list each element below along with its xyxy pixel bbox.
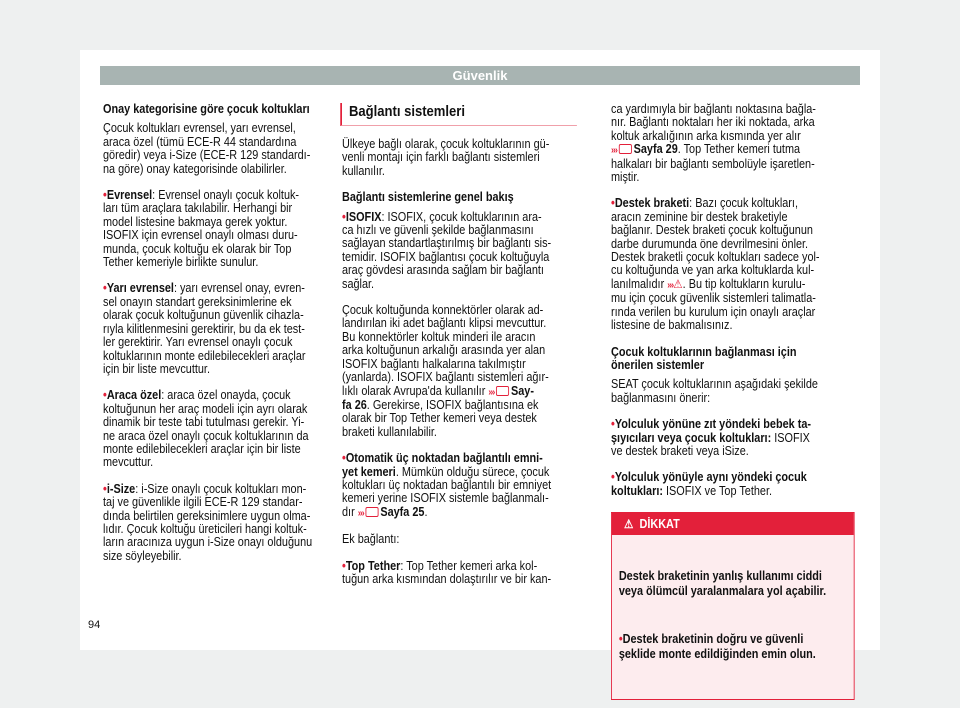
bullet-item [611, 197, 846, 332]
text: Çocuk koltuğunda konnektörler olarak ad- landırılan iki adet bağlantı klipsi mevcuttur. Bu konnektörler koltuk minderi ile aracın arka koltuğunun arkalığı arasında yer alan ISOFIX bağlantı halkalarına takılmıştır (yanlarda). ISOFIX bağlantı sistemleri ağır- lıklı olarak Avrupa'da kullanılır [342, 303, 549, 398]
text: ca yardımıyla bir bağlantı noktasına bağla- nır. Bağlantı noktaları her iki noktada, arka koltuk arkalığının arka kısmında yer alır [611, 102, 816, 143]
bullet-item [611, 418, 846, 458]
bold-text: Destek braketi [614, 196, 690, 211]
bullet-item [103, 282, 338, 376]
text: . Gerekirse, ISOFIX bağlantısına ek olarak bir Top Tether kemeri veya destek braketi kullanılabilir. [342, 397, 539, 439]
paragraph [342, 533, 577, 546]
bullet-item [342, 452, 577, 520]
page-reference-book-icon[interactable] [619, 144, 632, 154]
section-header: Güvenlik [100, 66, 860, 85]
bullet-item [342, 560, 577, 587]
bold-text: Yolculuk yönüne zıt yöndeki bebek ta- şıyıcıları veya çocuk koltukları: [611, 417, 812, 445]
bold-text: Yolculuk yönüyle aynı yöndeki çocuk koltukları: [611, 470, 807, 498]
section-title [340, 103, 577, 126]
warning-triangle-icon[interactable]: ⚠ [673, 276, 683, 291]
bold-text: Top Tether [345, 558, 401, 573]
page-number: 94 [88, 619, 101, 631]
text: Onay kategorisine göre çocuk koltukları [103, 102, 310, 116]
text: ISOFIX ve Top Tether. [662, 483, 773, 498]
text: : yarı evrensel onay, evren- sel onayın standart gereksinimlerine ek olarak çocuk koltuğunun güvenlik cihazla- rıyla kilitlenmesini gerektirir, bu da ek test- ler gerektirir. Yarı evrensel onaylı çocuk koltuklarının monte edilebilecekleri araçlar için bir liste mevcuttur. [103, 281, 306, 376]
text: Ek bağlantı: [342, 532, 400, 547]
bold-text: Say- fa 26 [342, 383, 534, 412]
bold-text: Evrensel [106, 188, 153, 203]
bullet-item [342, 211, 577, 291]
reference-arrows-icon[interactable]: ››› [488, 386, 495, 398]
text: . Bu tip koltukların kurulu- mu için çocuk güvenlik sistemleri talimatla- rında verilen bu kurulum için onaylı araçlar listesine de bakmalısınız. [611, 276, 816, 333]
text: Ülkeye bağlı olarak, çocuk koltuklarının gü- venli montajı için farklı bağlantı sistemleri kullanılır. [342, 137, 550, 178]
paragraph [611, 378, 846, 405]
bullet-item [103, 483, 338, 563]
text: Bağlantı sistemlerine genel bakış [342, 190, 514, 205]
text: : Top Tether kemeri arka kol- tuğun arka kısmından dolaştırılır ve bir kan- [342, 558, 552, 586]
text: Çocuk koltukları evrensel, yarı evrensel, araca özel (tümü ECE-R 44 standardına göredir) veya i-Size (ECE-R 129 standardı- na göre) onay kategorisinde olabilirler. [103, 121, 311, 176]
text: : ISOFIX, çocuk koltuklarının ara- ca hızlı ve güvenli şekilde bağlanmasını sağlayan standartlaştırılmış bir bağlantı sis- temidir. ISOFIX bağlantısı çocuk koltuğuyla araç gövdesi arasında sağlam bir bağlantı sağlar. [342, 209, 552, 291]
bold-text: Sayfa 29 [633, 142, 678, 157]
reference-arrows-icon[interactable]: ››› [667, 279, 674, 291]
bold-text: ISOFIX [345, 209, 382, 224]
text: : Evrensel onaylı çocuk koltuk- ları tüm araçlara takılabilir. Herhangi bir model listesine bakmaya gerek yoktur. ISOFIX için evrensel onaylı olması duru- munda, çocuk koltuğu ek olarak bir Top Tether kemeriyle birlikte sunulur. [103, 188, 300, 270]
column-2 [342, 103, 577, 599]
warning-bullet: • Destek braketinin doğru ve güvenli şeklide monte edildiğinden emin olun. [619, 632, 847, 661]
bold-text: Araca özel [106, 388, 162, 403]
bold-text: Yarı evrensel [106, 281, 174, 296]
warning-header [612, 513, 854, 535]
column-1 [103, 103, 338, 576]
reference-arrows-icon[interactable]: ››› [611, 145, 618, 157]
subheading [103, 103, 338, 116]
text: SEAT çocuk koltuklarının aşağıdaki şekilde bağlanmasını önerir: [611, 377, 818, 405]
warning-triangle-icon: ⚠ [624, 517, 634, 532]
bullet-item [103, 389, 338, 469]
warning-title: DİKKAT [639, 517, 680, 532]
text: : araca özel onayda, çocuk koltuğunun her araç modeli için ayrı olarak dinamik bir teste tabi tutulması gerekir. Yi- ne araca özel onaylı çocuk koltuklarının da monte edilebilecekleri araçlar için bir liste mevcuttur. [103, 388, 309, 470]
text: : i-Size onaylı çocuk koltukları mon- taj ve güvenlikle ilgili ECE-R 129 standar- dında belirtilen gereksinimlere uygun olma- lıdır. Çocuk koltuğu üreticileri hangi koltuk- ların aracınıza uygun i-Size onayı olduğunu size söyleyebilir. [103, 481, 313, 563]
text: Çocuk koltuklarının bağlanması için önerilen sistemler [611, 344, 797, 372]
paragraph [342, 138, 577, 178]
subheading [342, 191, 577, 204]
page-reference-book-icon[interactable] [496, 386, 509, 396]
text: . [424, 504, 428, 519]
text: Bağlantı sistemleri [348, 103, 466, 120]
text: . Top Tether kemeri tutma halkaları bir bağlantı sembolüyle işaretlen- miştir. [611, 142, 815, 185]
bold-text: Sayfa 25 [380, 504, 425, 519]
paragraph [342, 304, 577, 439]
paragraph [103, 122, 338, 176]
text: . Mümkün olduğu sürece, çocuk koltukları üç noktadan bağlantılı bir emniyet kemeri yerine ISOFIX sistemle bağlanmalı- dır [342, 464, 552, 519]
reference-arrows-icon[interactable]: ››› [357, 507, 364, 519]
column-3 [611, 103, 846, 700]
page-reference-book-icon[interactable] [366, 507, 379, 517]
text: ISOFIX ve destek braketi veya iSize. [611, 430, 810, 458]
bullet-item [611, 471, 846, 498]
warning-box [611, 512, 855, 700]
warning-text: Destek braketinin yanlış kullanımı ciddi veya ölümcül yaralanmalara yol açabilir. [618, 569, 827, 598]
subheading [611, 346, 846, 373]
bullet-item [103, 189, 338, 269]
bold-text: i-Size [106, 481, 136, 496]
text: : Bazı çocuk koltukları, aracın zeminine bir destek braketiyle bağlanır. Destek braketi çocuk koltuğunun darbe durumunda öne devrilmesini önler. Destek braketli çocuk koltukları sadece yol- cu koltuğunda ve yan arka koltuklarda kul- lanılmalıdır [611, 196, 820, 291]
paragraph [611, 103, 846, 184]
bold-text: Otomatik üç noktadan bağlantılı emni- yet kemeri [342, 451, 543, 479]
